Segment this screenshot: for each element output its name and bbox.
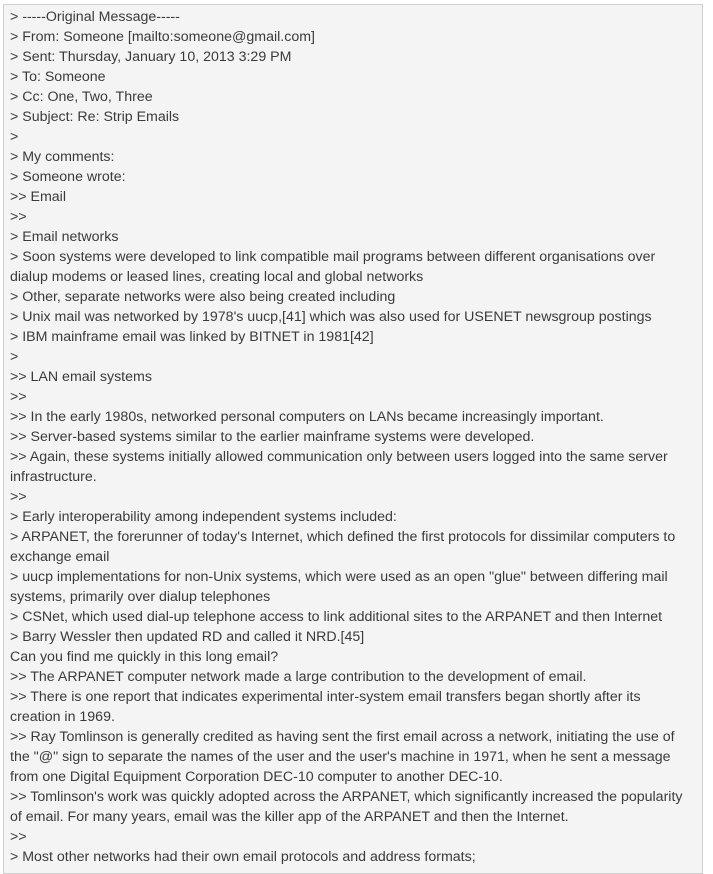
email-line: > Someone wrote: (10, 169, 126, 185)
email-line: > Early interoperability among independent systems included: (10, 509, 397, 525)
email-line: >> Server-based systems similar to the earlier mainframe systems were developed. (10, 429, 535, 445)
email-line: >> Email (10, 189, 66, 205)
email-line: > To: Someone (10, 69, 106, 85)
email-line: > uucp implementations for non-Unix systems, which were used as an open "glue" between differing mail systems, primarily over dialup telephones (10, 569, 668, 605)
email-line: > (10, 129, 19, 145)
email-line: > Unix mail was networked by 1978's uucp,[41] which was also used for USENET newsgroup postings (10, 309, 652, 325)
email-line: > (10, 349, 19, 365)
email-line: >> In the early 1980s, networked personal computers on LANs became increasingly important. (10, 409, 604, 425)
email-line: > CSNet, which used dial-up telephone access to link additional sites to the ARPANET and then Internet (10, 609, 663, 625)
email-line: >> Again, these systems initially allowed communication only between users logged into the same server infrastructure. (10, 449, 668, 485)
email-text (4, 5, 702, 867)
email-line: > Other, separate networks were also being created including (10, 289, 396, 305)
email-line: >> There is one report that indicates experimental inter-system email transfers began shortly after its creation in 1969. (10, 689, 641, 725)
email-line: >> (10, 389, 27, 405)
email-line: > My comments: (10, 149, 115, 165)
email-line: > Sent: Thursday, January 10, 2013 3:29 PM (10, 49, 292, 65)
email-line: > ARPANET, the forerunner of today's Internet, which defined the first protocols for dissimilar computers to exchange email (10, 529, 676, 565)
email-line: >> (10, 209, 27, 225)
email-body-panel (3, 4, 703, 874)
email-line: > From: Someone [mailto:someone@gmail.com] (10, 29, 315, 45)
email-line: >> LAN email systems (10, 369, 152, 385)
email-line: > Cc: One, Two, Three (10, 89, 153, 105)
email-line: Can you find me quickly in this long email? (10, 649, 279, 665)
email-line: > Subject: Re: Strip Emails (10, 109, 180, 125)
email-line: >> Ray Tomlinson is generally credited as having sent the first email across a network, initiating the use of the "@" sign to separate the names of the user and the user's machine in 1971, when he sent a message from one Digital Equipment Corporation DEC-10 computer to another DEC-10. (10, 729, 675, 785)
email-line: > Email networks (10, 229, 119, 245)
email-line: > Soon systems were developed to link compatible mail programs between different organisations over dialup modems or leased lines, creating local and global networks (10, 249, 656, 285)
email-line: >> (10, 489, 27, 505)
email-line: > IBM mainframe email was linked by BITNET in 1981[42] (10, 329, 374, 345)
email-line: > Barry Wessler then updated RD and called it NRD.[45] (10, 629, 365, 645)
email-line: > Most other networks had their own email protocols and address formats; (10, 849, 476, 865)
email-line: >> (10, 829, 27, 845)
email-line: > -----Original Message----- (10, 9, 180, 25)
email-line: >> Tomlinson's work was quickly adopted across the ARPANET, which significantly increased the popularity of email. For many years, email was the killer app of the ARPANET and then the Internet. (10, 789, 683, 825)
email-line: >> The ARPANET computer network made a large contribution to the development of email. (10, 669, 587, 685)
